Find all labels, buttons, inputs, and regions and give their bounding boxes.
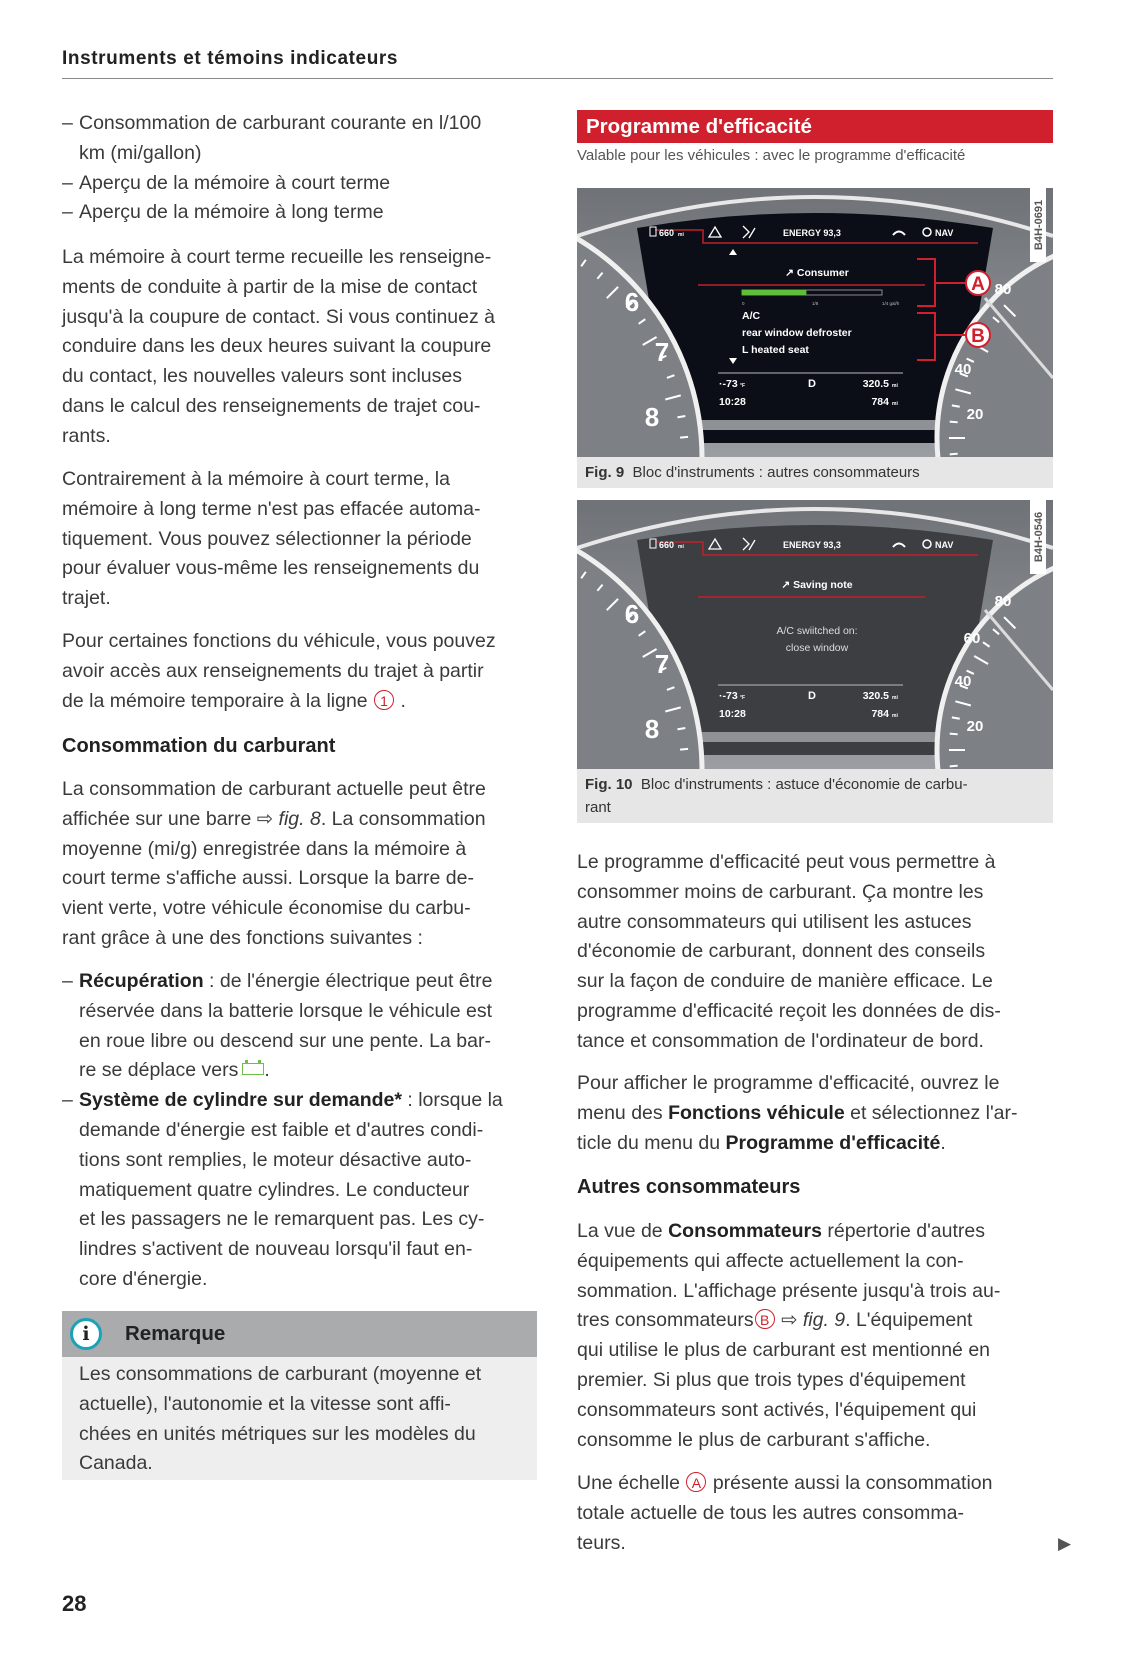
gear-indicator: D: [808, 690, 816, 702]
saving-functions-list: [62, 967, 503, 1295]
paragraph-fuel-consumption: [62, 775, 486, 954]
right-gauge-tick: [952, 717, 960, 718]
consumer-item: rear window defroster: [742, 327, 852, 339]
right-gauge-tick: [952, 405, 960, 406]
figure-9: [577, 188, 1053, 488]
dash-bullet: –: [62, 201, 73, 224]
arrow-icon: ⇨: [256, 807, 279, 830]
text: La consommation de carburant actuelle peut être affichée sur une barre: [62, 778, 486, 830]
callout-1-icon: 1: [374, 690, 394, 710]
paragraph-efficiency-program: [577, 848, 1001, 1057]
trip-distance: 320.5: [862, 690, 889, 702]
bold-term: Récupération: [79, 970, 204, 992]
right-gauge-tick: [950, 422, 958, 423]
gear-indicator: D: [808, 378, 816, 390]
range-unit: mi: [678, 232, 684, 238]
bold-term: Programme d'efficacité: [725, 1131, 941, 1154]
figure-9-label: Fig. 9: [585, 464, 625, 481]
figure-10-label: Fig. 10: [585, 776, 633, 793]
figure-code: B4H-0691: [1033, 199, 1045, 251]
paragraph-consumers-view: [577, 1217, 1000, 1455]
text: Pour afficher le programme d'efficacité, ouvrez le menu des: [577, 1072, 1000, 1124]
range-value: 660: [659, 228, 675, 238]
dash-bullet: –: [62, 970, 73, 992]
dash-bullet: –: [62, 1089, 73, 1112]
battery-icon: [242, 1063, 264, 1075]
list-item: [62, 967, 503, 1086]
figure-reference-link[interactable]: [257, 808, 321, 830]
speed-label: 40: [954, 673, 972, 690]
speed-label: 40: [954, 361, 972, 378]
list-item: [62, 109, 481, 169]
text: . L'équipement qui utilise le plus de carburant est mentionné en premier. Si plus que trois types d'équipement consommateurs sont activés, l'équipement qui consomme le plus de carburant s'affiche.: [577, 1309, 991, 1451]
paragraph-long-term-memory: [62, 465, 481, 614]
section-subtitle: Valable pour les véhicules : avec le programme d'efficacité: [577, 147, 966, 164]
note-box: [62, 1311, 537, 1480]
saving-message-line: close window: [785, 642, 849, 654]
clock-time: 10:28: [719, 396, 746, 408]
page-header-title: Instruments et témoins indicateurs: [62, 48, 399, 69]
consumer-item: L heated seat: [742, 344, 809, 356]
consumer-item: A/C: [742, 310, 761, 322]
speed-label: 80: [994, 281, 1012, 298]
text: présente aussi la consommation totale actuelle de tous les autres consomma- teurs.: [577, 1472, 993, 1554]
text: Pour certaines fonctions du véhicule, vous pouvez avoir accès aux renseignements du trajet à partir de la mémoire temporaire à la ligne: [62, 630, 496, 712]
clock-time: 10:28: [719, 708, 746, 720]
right-gauge-tick: [950, 734, 958, 735]
odometer: 784: [871, 708, 889, 720]
callout-a-label: A: [971, 274, 985, 295]
note-title: Remarque: [125, 1322, 226, 1345]
figure-reference-link[interactable]: [781, 1309, 845, 1331]
note-text: [79, 1360, 481, 1479]
section-title-bar: [577, 110, 1053, 143]
callout-b-label: B: [971, 326, 985, 347]
figure-10-caption-text: Bloc d'instruments : astuce d'économie de carbu- rant: [585, 776, 968, 816]
nav-label: NAV: [935, 540, 954, 550]
trip-unit: mi: [892, 695, 898, 701]
rpm-label: 8: [644, 714, 660, 744]
speed-label: 20: [966, 406, 984, 423]
rpm-label: 6: [624, 287, 640, 317]
section-heading-other-consumers: Autres consommateurs: [577, 1176, 801, 1198]
right-gauge-tick: [950, 766, 958, 767]
text: La vue de: [577, 1220, 669, 1242]
instrument-cluster-saving-note-image: [577, 500, 1053, 769]
rpm-label: 7: [654, 337, 670, 367]
callout-b-icon: B: [755, 1309, 775, 1329]
left-gauge-tick: [680, 437, 688, 438]
scale-mid: 1/8: [812, 301, 819, 306]
note-header: [62, 1311, 537, 1357]
text: .: [395, 689, 406, 712]
display-title: ↗ Saving note: [781, 579, 853, 591]
consumption-bar-fill: [742, 290, 806, 295]
text: : lorsque la demande d'énergie est faible et d'autres condi- tions sont remplies, le moteur désactive auto- matiquement quatre cylindres. Le conducteur et les passagers ne le remarquent pas. Les cy- lindres s'activent de nouveau lorsqu'il faut en- core d'énergie.: [79, 1089, 503, 1290]
nav-label: NAV: [935, 228, 954, 238]
temperature-unit: °F: [740, 695, 746, 701]
figure-reference-text: fig. 8: [278, 807, 321, 830]
text: Aperçu de la mémoire à court terme: [79, 171, 391, 194]
header-rule: [62, 78, 1053, 79]
bold-term: Fonctions véhicule: [668, 1101, 845, 1124]
text: répertorie d'autres équipements qui affecte actuellement la con- sommation. L'affichage présente jusqu'à trois au- tres consommateurs: [577, 1220, 1001, 1332]
text: Les consommations de carburant (moyenne et actuelle), l'autonomie et la vitesse sont affi- chées en unités métriques sur les modèles du Canada.: [79, 1363, 482, 1475]
speed-label: 80: [994, 593, 1012, 610]
saving-message-line: A/C swiitched on:: [776, 625, 858, 637]
figure-9-caption: [577, 457, 1053, 488]
figure-10: [577, 500, 1053, 823]
odometer-unit: mi: [892, 401, 898, 407]
trip-distance: 320.5: [862, 378, 889, 390]
figure-reference-text: fig. 9: [802, 1309, 846, 1332]
text: .: [264, 1059, 270, 1082]
outside-temperature: ·-73: [719, 378, 738, 390]
range-unit: mi: [678, 544, 684, 550]
odometer-unit: mi: [892, 713, 898, 719]
trip-unit: mi: [892, 383, 898, 389]
display-options-list: [62, 109, 481, 228]
energy-label: ENERGY 93,3: [783, 540, 841, 550]
list-item: [62, 169, 481, 199]
text: Aperçu de la mémoire à long terme: [79, 201, 384, 224]
scale-min: 0: [742, 301, 745, 306]
section-heading-fuel-consumption: Consommation du carburant: [62, 735, 336, 757]
text: et sélectionnez l'ar- ticle du menu du: [577, 1101, 1018, 1154]
left-gauge-tick: [680, 749, 688, 750]
info-icon: i: [70, 1318, 102, 1350]
paragraph-open-efficiency-program: [577, 1069, 1018, 1158]
bold-term: Système de cylindre sur demande*: [79, 1089, 402, 1112]
odometer: 784: [871, 396, 889, 408]
paragraph-scale: [577, 1469, 992, 1558]
paragraph-short-term-memory: [62, 243, 495, 452]
text: La mémoire à court terme recueille les renseigne- ments de conduite à partir de la mise de contact jusqu'à la coupure de contact. Si vous continuez à conduire dans les deux heures suivant la coupure du contact, les nouvelles valeurs sont incluses dans le calcul des renseignements de trajet cou- rants.: [62, 246, 495, 447]
dash-bullet: –: [62, 112, 73, 134]
text: Le programme d'efficacité peut vous permettre à consommer moins de carburant. Ça montre les autre consommateurs qui utilisent les astuces d'économie de carburant, donnent des conseils sur la façon de conduire de manière efficace. Le programme d'efficacité reçoit les données de dis- tance et consommation de l'ordinateur de bord.: [577, 851, 1001, 1052]
energy-label: ENERGY 93,3: [783, 228, 841, 238]
display-lower-band: [677, 420, 953, 430]
rpm-label: 8: [644, 402, 660, 432]
instrument-cluster-consumers-image: [577, 188, 1053, 457]
section-title: Programme d'efficacité: [586, 115, 812, 138]
speed-label: 60: [963, 630, 981, 647]
text: Contrairement à la mémoire à court terme, la mémoire à long terme n'est pas effacée automa- tiquement. Vous pouvez sélectionner la période pour évaluer vous-même les renseignements du trajet.: [62, 468, 481, 610]
text: Une échelle: [577, 1472, 686, 1494]
next-page-arrow-icon[interactable]: ▶: [1058, 1534, 1072, 1553]
bold-term: Consommateurs: [668, 1220, 822, 1242]
list-item: [62, 1086, 503, 1295]
display-lower-band: [677, 732, 953, 742]
list-item: [62, 198, 481, 228]
display-title: ↗ Consumer: [785, 267, 849, 279]
scale-max: 1/4 gal/h: [882, 301, 900, 306]
text: .: [940, 1131, 946, 1154]
outside-temperature: ·-73: [719, 690, 738, 702]
figure-code: B4H-0546: [1033, 511, 1045, 563]
figure-9-caption-text: Bloc d'instruments : autres consommateurs: [632, 464, 920, 481]
left-gauge-tick: [677, 728, 685, 729]
callout-a-icon: A: [686, 1472, 706, 1492]
text: . La consommation moyenne (mi/g) enregistrée dans la mémoire à court terme s'affiche aussi. Lorsque la barre de- vient verte, votre véhicule économise du carbu- rant grâce à une des fonctions suivantes :: [62, 807, 486, 949]
rpm-label: 7: [654, 649, 670, 679]
range-value: 660: [659, 540, 675, 550]
figure-10-caption: [577, 769, 1053, 823]
left-gauge-tick: [677, 416, 685, 417]
text: : de l'énergie électrique peut être réservée dans la batterie lorsque le véhicule est en roue libre ou descend sur une pente. La bar- re se déplace vers: [79, 970, 493, 1082]
dash-bullet: –: [62, 171, 73, 194]
rpm-label: 6: [624, 599, 640, 629]
text: Consommation de carburant courante en l/100 km (mi/gallon): [79, 112, 482, 164]
temperature-unit: °F: [740, 383, 746, 389]
paragraph-trip-access: [62, 627, 496, 716]
speed-label: 20: [966, 718, 984, 735]
arrow-icon: ⇨: [781, 1309, 803, 1332]
page-number: 28: [62, 1591, 87, 1616]
right-gauge-tick: [950, 454, 958, 455]
